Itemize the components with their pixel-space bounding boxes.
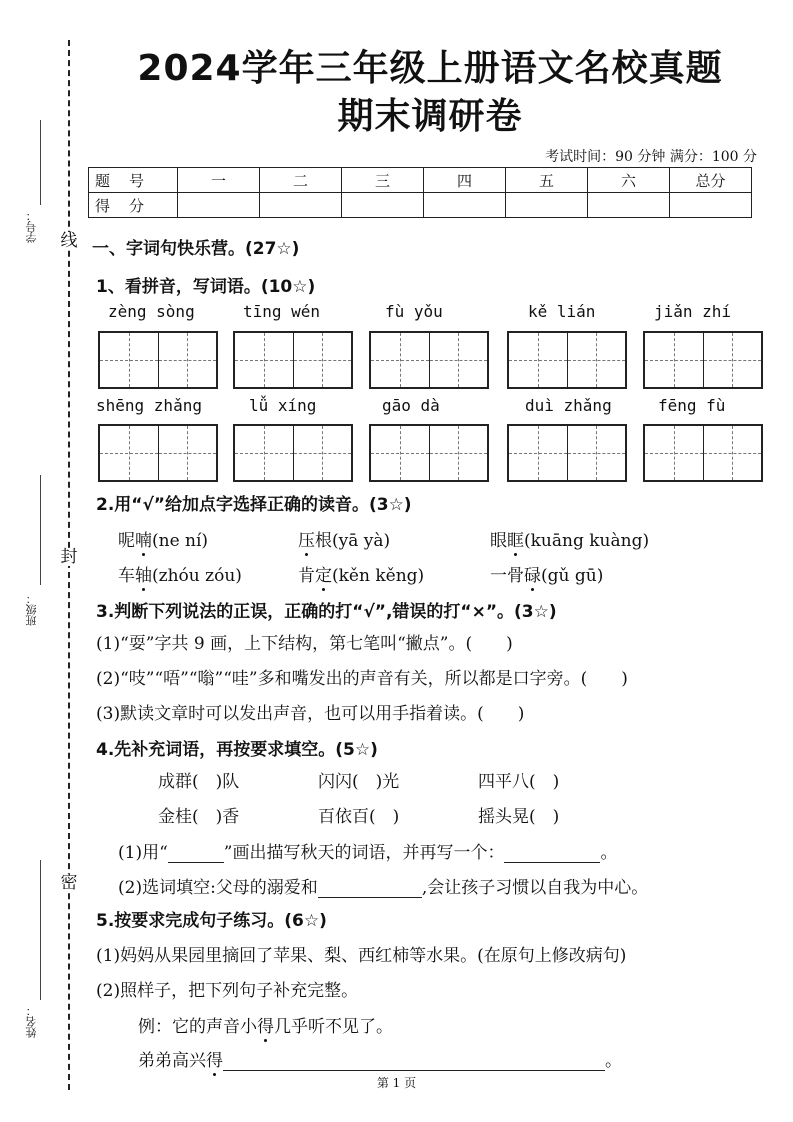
q4-heading: 4.先补充词语，再按要求填空。(5☆) — [96, 740, 378, 760]
name-line — [40, 860, 41, 1000]
page-subtitle: 期末调研卷 — [337, 96, 523, 137]
dotted-char: 得 — [206, 1046, 223, 1071]
writing-grid[interactable] — [98, 424, 218, 482]
idiom-fill[interactable]: 四平八( ) — [478, 772, 560, 792]
pronunciation-item[interactable]: 压根(yā yà) — [298, 526, 390, 551]
pinyin-label: jiǎn zhí — [654, 302, 732, 321]
score-table-col: 二 — [260, 168, 342, 193]
writing-grid[interactable] — [643, 331, 763, 389]
score-table-col: 六 — [588, 168, 670, 193]
score-input-cell[interactable] — [260, 193, 342, 218]
writing-grid[interactable] — [233, 424, 353, 482]
writing-grid[interactable] — [233, 331, 353, 389]
judgement-item[interactable]: (1)“耍”字共 9 画，上下结构，第七笔叫“撇点”。( ) — [96, 634, 513, 654]
idiom-fill[interactable]: 成群( )队 — [158, 772, 240, 792]
answer-blank[interactable] — [223, 1054, 605, 1071]
writing-grid[interactable] — [369, 424, 489, 482]
table-row — [89, 168, 752, 193]
q2-heading: 2.用“√”给加点字选择正确的读音。(3☆) — [96, 495, 412, 515]
pinyin-label: lǚ xíng — [249, 396, 317, 415]
writing-grid[interactable] — [369, 331, 489, 389]
class-line — [40, 475, 41, 585]
q1-heading: 1、看拼音，写词语。(10☆) — [96, 277, 316, 297]
score-input-cell[interactable] — [506, 193, 588, 218]
q5-heading: 5.按要求完成句子练习。(6☆) — [96, 911, 327, 931]
dotted-char: 压 — [298, 526, 315, 551]
score-input-cell[interactable] — [178, 193, 260, 218]
score-table-col: 五 — [506, 168, 588, 193]
pinyin-label: fù yǒu — [385, 302, 443, 321]
pinyin-label: kě lián — [528, 302, 596, 321]
pinyin-label: shēng zhǎng — [96, 396, 202, 415]
writing-grid[interactable] — [507, 424, 627, 482]
pinyin-label: fēng fù — [658, 396, 726, 415]
pronunciation-item[interactable]: 车轴(zhóu zóu) — [118, 561, 242, 586]
student-id-line — [40, 120, 41, 205]
score-table-col: 三 — [342, 168, 424, 193]
student-id-label: 学号： — [25, 210, 38, 243]
dotted-char: 碌 — [524, 561, 541, 586]
score-input-cell[interactable] — [670, 193, 752, 218]
pronunciation-item[interactable]: 呢喃(ne ní) — [118, 526, 208, 551]
writing-grid[interactable] — [507, 331, 627, 389]
seal-char-mi: 密 — [60, 873, 78, 893]
pronunciation-item[interactable]: 一骨碌(gǔ gū) — [490, 561, 603, 586]
dotted-char: 喃 — [135, 526, 152, 551]
score-table-row1-label: 题 号 — [89, 168, 178, 193]
score-input-cell[interactable] — [424, 193, 506, 218]
dotted-char: 眶 — [507, 526, 524, 551]
pinyin-label: zèng sòng — [108, 302, 195, 321]
seal-char-xian: 线 — [60, 231, 78, 251]
name-label: 姓名： — [25, 1005, 38, 1038]
judgement-item[interactable]: (2)“吱”“唔”“嗡”“哇”多和嘴发出的声音有关，所以都是口字旁。( ) — [96, 669, 628, 689]
q3-heading: 3.判断下列说法的正误，正确的打“√”,错误的打“×”。(3☆) — [96, 602, 557, 622]
page-number: 第 1 页 — [376, 1076, 417, 1090]
score-table-col: 一 — [178, 168, 260, 193]
page-title: 2024学年三年级上册语文名校真题 — [137, 48, 723, 89]
exam-info: 考试时间：90 分钟 满分：100 分 — [545, 149, 757, 165]
answer-blank[interactable] — [318, 881, 422, 898]
score-input-cell[interactable] — [342, 193, 424, 218]
q5-example: 例：它的声音小得几乎听不见了。 — [138, 1012, 393, 1037]
underline-sample — [168, 846, 224, 863]
dotted-char: 得 — [257, 1012, 274, 1037]
score-table-row2-label: 得 分 — [89, 193, 178, 218]
q4-sub2: (2)选词填空:父母的溺爱和 ,会让孩子习惯以自我为中心。 — [118, 878, 649, 898]
pinyin-label: tīng wén — [243, 302, 321, 321]
seal-char-feng: 封 — [60, 547, 78, 567]
dotted-char: 定 — [315, 561, 332, 586]
score-table — [88, 167, 752, 218]
q4-sub1: (1)用“ ”画出描写秋天的词语，并再写一个： 。 — [118, 843, 618, 863]
dotted-char: 轴 — [135, 561, 152, 586]
idiom-fill[interactable]: 闪闪( )光 — [318, 772, 400, 792]
q5-item1[interactable]: (1)妈妈从果园里摘回了苹果、梨、西红柿等水果。(在原句上修改病句) — [96, 946, 627, 966]
score-input-cell[interactable] — [588, 193, 670, 218]
table-row — [89, 193, 752, 218]
score-table-col: 四 — [424, 168, 506, 193]
class-label: 班级： — [25, 593, 38, 626]
idiom-fill[interactable]: 摇头晃( ) — [478, 807, 560, 827]
q5-item2: (2)照样子，把下列句子补充完整。 — [96, 981, 359, 1001]
writing-grid[interactable] — [98, 331, 218, 389]
score-table-col: 总分 — [670, 168, 752, 193]
q5-fill-sentence: 弟弟高兴得 。 — [138, 1046, 622, 1071]
idiom-fill[interactable]: 金桂( )香 — [158, 807, 240, 827]
pinyin-label: duì zhǎng — [525, 396, 612, 415]
pronunciation-item[interactable]: 眼眶(kuāng kuàng) — [490, 526, 649, 551]
writing-grid[interactable] — [643, 424, 763, 482]
section-1-heading: 一、字词句快乐营。(27☆) — [92, 239, 300, 259]
pronunciation-item[interactable]: 肯定(kěn kěng) — [298, 561, 424, 586]
answer-blank[interactable] — [504, 846, 600, 863]
idiom-fill[interactable]: 百依百( ) — [318, 807, 400, 827]
pinyin-label: gāo dà — [382, 396, 440, 415]
judgement-item[interactable]: (3)默读文章时可以发出声音，也可以用手指着读。( ) — [96, 704, 525, 724]
